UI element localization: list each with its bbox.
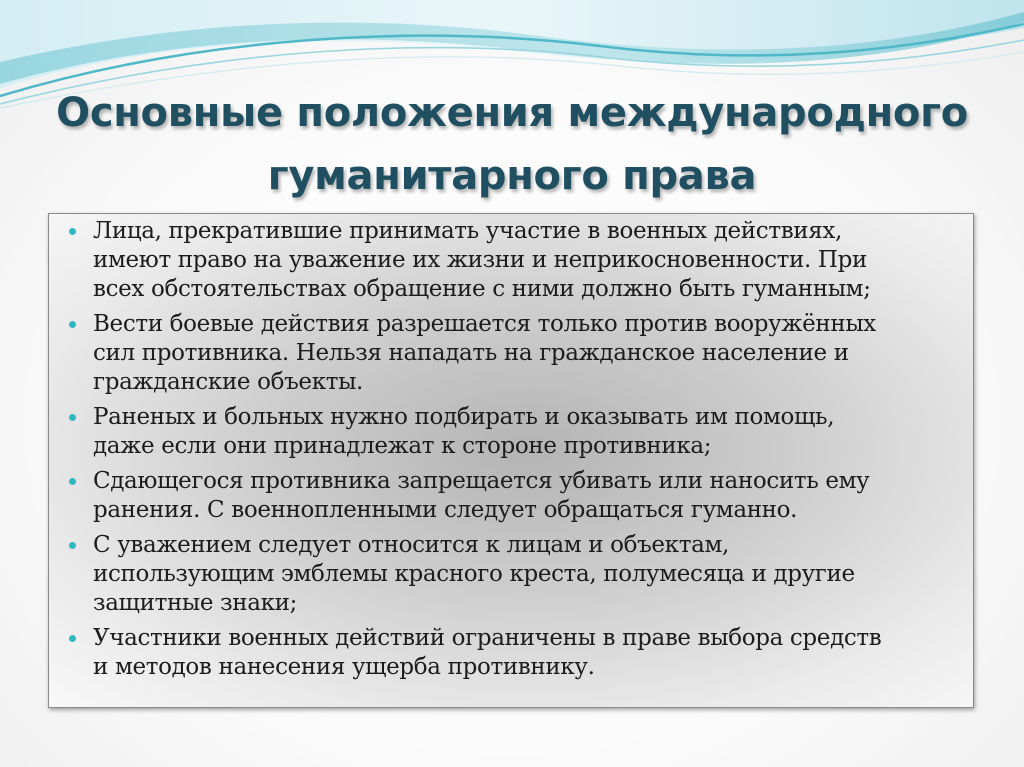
bullet-line: ранения. С военнопленными следует обращаться гуманно. <box>93 497 798 523</box>
bullet-line: даже если они принадлежат к стороне противника; <box>93 433 712 459</box>
bullet-dot-icon <box>69 635 76 642</box>
bullet-dot-icon <box>69 414 76 421</box>
bullet-line: всех обстоятельствах обращение с ними должно быть гуманным; <box>93 276 871 302</box>
bullet-item <box>69 310 953 397</box>
bullet-line: гражданские объекты. <box>93 369 364 395</box>
bullet-line: Сдающегося противника запрещается убивать или наносить ему <box>93 468 870 494</box>
bullet-line: Раненых и больных нужно подбирать и оказывать им помощь, <box>93 404 835 430</box>
bullet-item <box>69 403 953 461</box>
slide-title-line-1: Основные положения международного <box>56 90 968 136</box>
bullet-line: имеют право на уважение их жизни и неприкосновенности. При <box>93 247 867 273</box>
bullet-line: С уважением следует относится к лицам и объектам, <box>93 532 729 558</box>
bullet-line: Лица, прекратившие принимать участие в военных действиях, <box>93 218 843 244</box>
bullet-item <box>69 467 953 525</box>
slide-title <box>40 82 984 208</box>
bullet-item <box>69 531 953 618</box>
bullet-list <box>69 217 953 682</box>
bullet-line: Вести боевые действия разрешается только против вооружённых <box>93 311 876 337</box>
bullet-item <box>69 624 953 682</box>
bullet-dot-icon <box>69 542 76 549</box>
bullet-dot-icon <box>69 478 76 485</box>
bullet-dot-icon <box>69 321 76 328</box>
content-box <box>48 213 974 708</box>
bullet-line: и методов нанесения ущерба противнику. <box>93 654 595 680</box>
bullet-item <box>69 217 953 304</box>
bullet-line: защитные знаки; <box>93 590 298 616</box>
bullet-line: использующим эмблемы красного креста, полумесяца и другие <box>93 561 855 587</box>
bullet-dot-icon <box>69 228 76 235</box>
bullet-line: Участники военных действий ограничены в праве выбора средств <box>93 625 882 651</box>
bullet-line: сил противника. Нельзя нападать на гражданское население и <box>93 340 849 366</box>
slide-title-line-2: гуманитарного права <box>267 153 757 199</box>
